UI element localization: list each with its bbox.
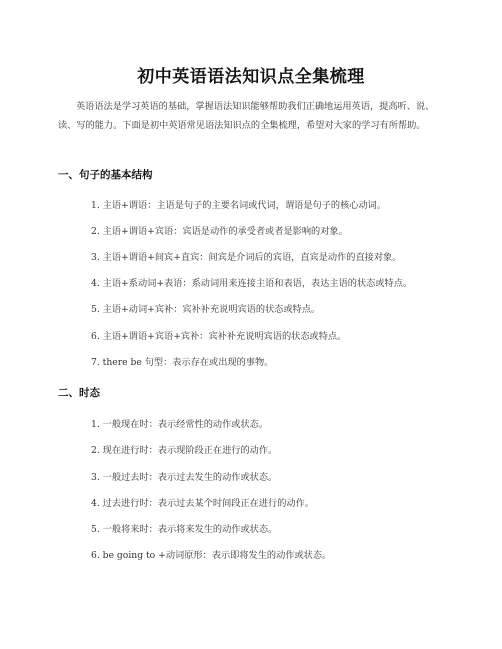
list-item: 1. 主语+谓语：主语是句子的主要名词或代词，谓语是句子的核心动词。 <box>91 200 387 211</box>
list-item: 4. 主语+系动词+表语：系动词用来连接主语和表语，表达主语的状态或特点。 <box>91 278 413 289</box>
list-item: 1. 一般现在时：表示经常性的动作或状态。 <box>91 419 269 430</box>
section-heading-sentence-structure: 一、句子的基本结构 <box>58 169 153 181</box>
list-item: 7. there be 句型：表示存在或出现的事物。 <box>91 357 274 368</box>
list-item: 4. 过去进行时：表示过去某个时间段正在进行的动作。 <box>91 498 314 509</box>
list-item: 2. 现在进行时：表示现阶段正在进行的动作。 <box>91 445 278 456</box>
list-item: 6. 主语+谓语+宾语+宾补：宾补补充说明宾语的状态或特点。 <box>91 331 347 342</box>
page-title: 初中英语语法知识点全集梳理 <box>137 67 365 87</box>
list-item: 2. 主语+谓语+宾语：宾语是动作的承受者或者是影响的对象。 <box>91 226 348 237</box>
section-heading-tenses: 二、时态 <box>58 387 100 399</box>
list-item: 6. be going to +动词原形：表示即将发生的动作或状态。 <box>91 550 332 561</box>
list-item: 5. 主语+动词+宾补：宾补补充说明宾语的状态或特点。 <box>91 304 321 315</box>
list-item: 5. 一般将来时：表示将来发生的动作或状态。 <box>91 524 278 535</box>
intro-paragraph: 英语语法是学习英语的基础，掌握语法知识能够帮助我们正确地运用英语，提高听、说、读、写的能力。下面是初中英语常见语法知识点的全集梳理，希望对大家的学习有所帮助。 <box>58 101 435 131</box>
list-item: 3. 一般过去时：表示过去发生的动作或状态。 <box>91 472 278 483</box>
list-item: 3. 主语+谓语+间宾+直宾：间宾是介词后的宾语，直宾是动作的直接对象。 <box>91 252 402 263</box>
